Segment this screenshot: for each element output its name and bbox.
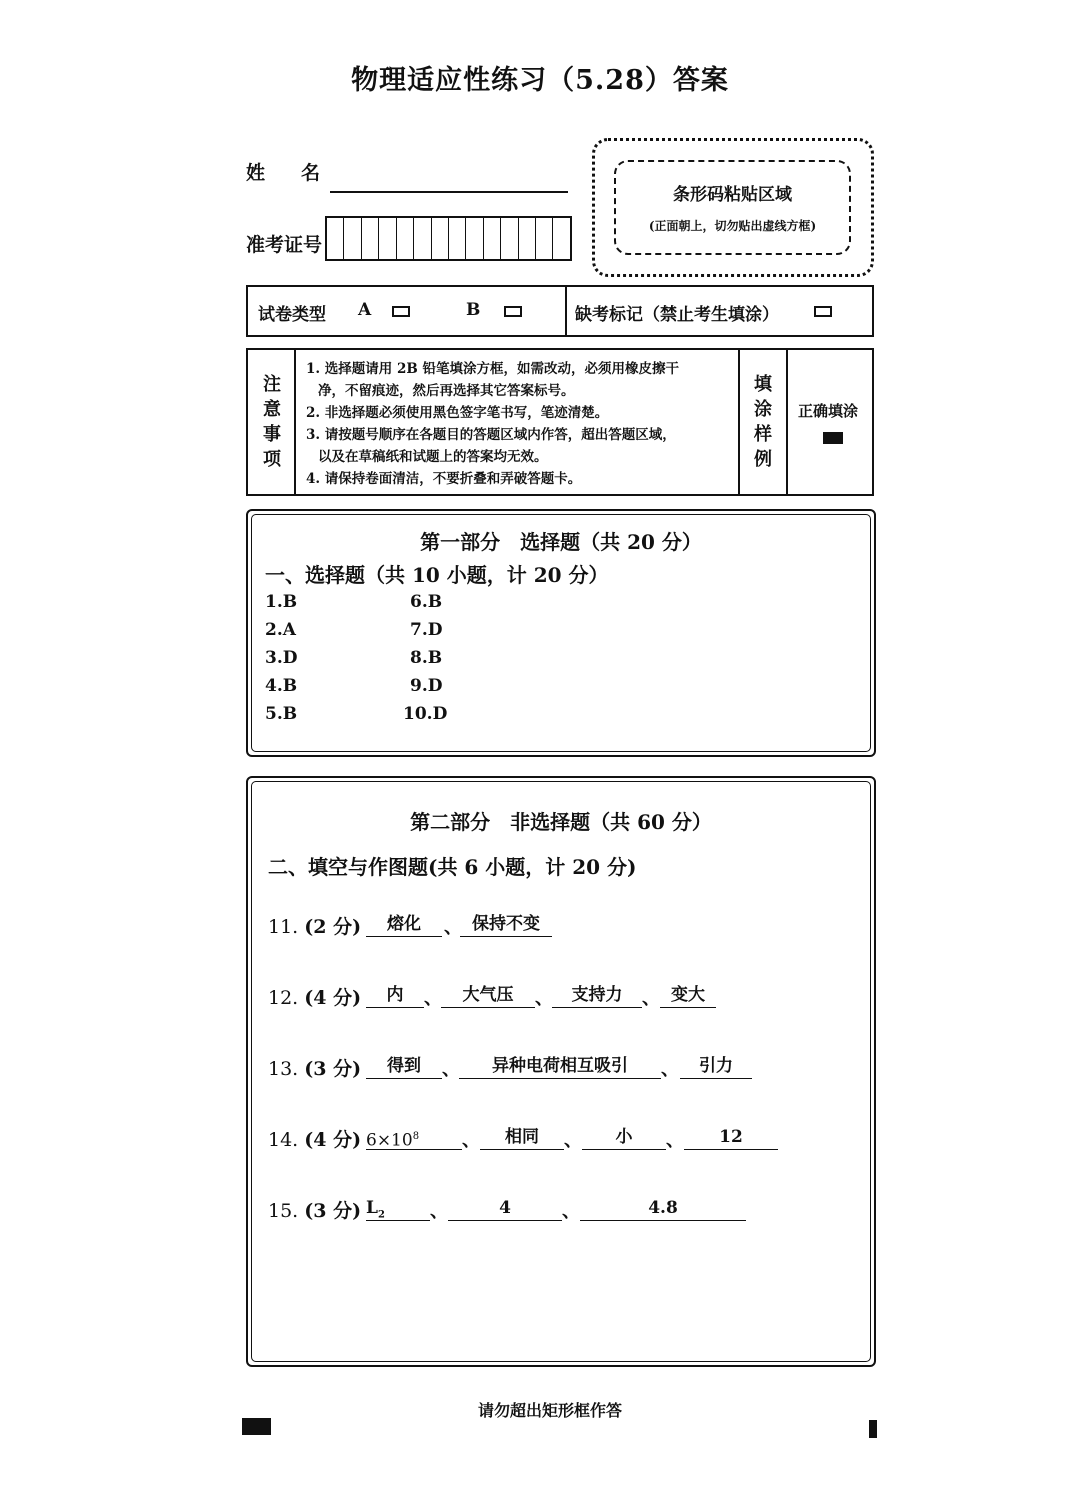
part2-subtitle: 二、填空与作图题(共 6 小题，计 20 分) [268, 855, 637, 879]
q12-label: 12. (4 分) [268, 987, 362, 1009]
q15-blank-3: 4.8 [580, 1196, 746, 1221]
q15-label: 15. (3 分) [268, 1200, 362, 1222]
q11-label: 11. (2 分) [268, 916, 362, 938]
divider [565, 287, 567, 335]
paper-type-label: 试卷类型 [258, 305, 326, 325]
answer-5: 5.B [265, 704, 298, 724]
q12-blank-4: 变大 [660, 983, 716, 1008]
q12-blank-2: 大气压 [441, 983, 535, 1008]
registration-mark [242, 1418, 271, 1435]
name-field[interactable] [330, 191, 568, 193]
answer-6: 6.B [410, 592, 443, 612]
part2-title: 第二部分 非选择题（共 60 分） [410, 810, 712, 834]
separator: 、 [430, 1201, 448, 1222]
separator: 、 [661, 1059, 679, 1080]
separator: 、 [564, 1130, 582, 1151]
q13-blank-3: 引力 [680, 1054, 752, 1079]
answer-1: 1.B [265, 592, 298, 612]
page-title: 物理适应性练习（5.28）答案 [351, 65, 729, 96]
notes-label: 注 意 事 项 [263, 374, 281, 470]
exam-id-label: 准考证号 [246, 234, 323, 256]
q15-blank-1: $L_2$ [366, 1196, 430, 1221]
answer-3: 3.D [265, 648, 298, 668]
part1-box [246, 509, 876, 757]
q12-blank-3: 支持力 [552, 983, 642, 1008]
barcode-subtitle: (正面朝上，切勿贴出虚线方框) [648, 219, 817, 233]
q14-blank-1: $6\times 10^8$ [366, 1125, 462, 1150]
q13-blank-1: 得到 [366, 1054, 442, 1079]
notes-box [246, 348, 874, 496]
note-line: 以及在草稿纸和试题上的答案均无效。 [318, 449, 548, 465]
q11-blank-1: 熔化 [366, 912, 442, 937]
answer-10: 10.D [403, 704, 448, 724]
q13-label: 13. (3 分) [268, 1058, 362, 1080]
answer-8: 8.B [410, 648, 443, 668]
name-label: 姓名 [246, 162, 357, 184]
note-line: 4. 请保持卷面清洁，不要折叠和弄破答题卡。 [306, 471, 582, 487]
footer-note: 请勿超出矩形框作答 [477, 1401, 622, 1420]
divider [786, 350, 788, 494]
separator: 、 [424, 988, 442, 1009]
option-a-label: A [358, 300, 372, 320]
option-b-label: B [466, 300, 481, 320]
option-a-checkbox[interactable] [392, 306, 410, 317]
q14-label: 14. (4 分) [268, 1129, 362, 1151]
separator: 、 [562, 1201, 580, 1222]
separator: 、 [642, 988, 660, 1009]
answer-9: 9.D [410, 676, 443, 696]
barcode-title: 条形码粘贴区域 [673, 185, 792, 205]
q15-blank-2: 4 [448, 1196, 562, 1221]
sample-text: 正确填涂 [798, 402, 859, 420]
answer-2: 2.A [265, 620, 296, 640]
divider [738, 350, 740, 494]
option-b-checkbox[interactable] [504, 306, 522, 317]
q14-blank-4: 12 [684, 1125, 778, 1150]
separator: 、 [535, 988, 553, 1009]
note-line: 1. 选择题请用 2B 铅笔填涂方框，如需改动，必须用橡皮擦干 [306, 361, 679, 377]
q12-blank-1: 内 [366, 983, 424, 1008]
q11-blank-2: 保持不变 [460, 912, 552, 937]
paper-type-row [246, 285, 874, 337]
q14-blank-3: 小 [582, 1125, 666, 1150]
barcode-area [614, 160, 851, 255]
answer-7: 7.D [410, 620, 443, 640]
divider [294, 350, 296, 494]
note-line: 2. 非选择题必须使用黑色签字笔书写，笔迹清楚。 [306, 405, 609, 421]
separator: 、 [462, 1130, 480, 1151]
part1-subtitle: 一、选择题（共 10 小题，计 20 分） [265, 563, 609, 587]
separator: 、 [666, 1130, 684, 1151]
separator: 、 [444, 917, 462, 938]
registration-mark [869, 1420, 877, 1438]
sample-label: 填 涂 样 例 [754, 374, 772, 470]
separator: 、 [442, 1059, 460, 1080]
q14-blank-2: 相同 [480, 1125, 564, 1150]
part2-box [246, 776, 876, 1367]
answer-4: 4.B [265, 676, 298, 696]
part1-title: 第一部分 选择题（共 20 分） [420, 530, 702, 554]
exam-id-boxes[interactable] [325, 216, 572, 261]
note-line: 净，不留痕迹，然后再选择其它答案标号。 [318, 383, 575, 399]
q13-blank-2: 异种电荷相互吸引 [459, 1054, 661, 1079]
sample-fill-mark [823, 432, 843, 444]
absent-mark-checkbox[interactable] [814, 306, 832, 317]
absent-mark-label: 缺考标记（禁止考生填涂） [575, 305, 779, 325]
note-line: 3. 请按题号顺序在各题目的答题区域内作答，超出答题区域， [306, 427, 676, 443]
